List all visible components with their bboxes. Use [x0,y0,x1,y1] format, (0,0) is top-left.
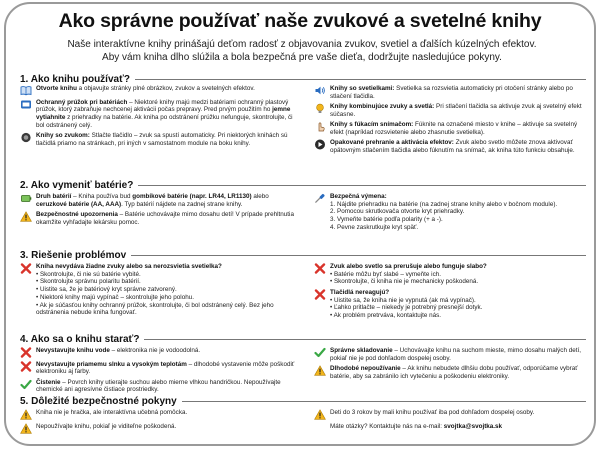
list-item [314,423,590,434]
item-bold-text: Nevystavujte priamemu slnku a vysokým teplotám [36,360,187,368]
list-item [20,99,298,129]
sub-list-item: • Ak problém pretrváva, kontaktujte nás. [330,312,442,320]
item-text [36,379,298,394]
item-bold-text: Správne skladovanie [330,347,393,354]
sub-list [36,271,298,317]
item-text [330,347,590,362]
item-plain-text: – elektronika nie je vodoodolná. [109,347,201,354]
sub-list-item: • Skontrolujte, či kniha nie je mechanicky poškodená. [330,278,479,286]
item-bold-text: Druh batérií [36,193,72,200]
item-bold-text: jemne vytiahnite [36,106,291,121]
item-text [36,211,298,226]
item-plain-text: . Typ batérií nájdete na zadnej strane knihy. [121,200,243,208]
sub-list-item: • Skontrolujte, či nie sú batérie vybité. [36,270,141,278]
section-heading-text: 3. Riešenie problémov [20,250,127,261]
item-text [36,409,298,417]
list-item [20,263,298,317]
battery-icon [20,193,32,204]
item-plain-text: Fúknite na označené miesto v knihe – aktivuje sa svetelný efekt (napríklad rozsvietenie alebo zhasnutie svetielka). [330,120,578,136]
sub-list-item: • Ak je súčasťou knihy ochranný prúžok, skontrolujte, či bol odstránený celý. Bez jeho odstránenia nebude kniha fungovať. [36,301,274,317]
intro-line-1: Naše interaktívne knihy prinášajú deťom radosť z objavovania zvukov, svetiel a ďalších kúzelných efektov. [67,39,537,50]
warning-icon [20,409,32,420]
sub-list-item: 3. Vymeňte batérie podľa polarity (+ a -). [330,216,443,224]
item-plain-text: Nepoužívajte knihu, pokiaľ je viditeľne poškodená. [36,422,177,430]
sub-list-item: 4. Pevne zaskrutkujte kryt späť. [330,223,419,231]
item-bold-text: Otvorte knihu [36,85,77,92]
item-plain-text: Stlačte tlačidlo – zvuk sa spustí automaticky. Pri niektorých knihách sú tlačidlá priamo na stránkach, pri iných v samostatnom module na boku knihy. [36,131,288,147]
section-heading-text: 2. Ako vymeniť batérie? [20,180,134,191]
section-column-left [20,409,298,437]
item-bold-text: Čistenie [36,378,61,386]
cross-icon [20,263,32,274]
sub-list [330,201,590,232]
list-item [314,263,590,286]
section-heading-text: 1. Ako knihu používať? [20,74,130,85]
sub-list-item: 2. Pomocou skrutkovača otvorte kryt priehradky. [330,208,465,216]
item-plain-text: – Ak knihu nebudete dlhšiu dobu používať, odporúčame vybrať batérie, aby sa zabránilo ich vytečeniu a poškodeniu elektroniky. [330,364,578,380]
icon-spacer [314,423,326,434]
item-plain-text: – dlhodobé vystavenie môže poškodiť elektroniku aj farby. [36,360,295,376]
page-title: Ako správne používať naše zvukové a svetelné knihy [58,10,542,32]
sub-list [330,271,590,286]
section-divider [182,401,586,402]
item-plain-text: Pri stlačení tlačidla sa aktivuje zvuk aj svetelný efekt súčasne. [330,102,582,118]
section-divider [131,255,586,256]
touch-icon [314,121,326,132]
list-item [20,409,298,420]
section-column-right [314,409,590,437]
list-item [314,289,590,320]
item-bold-text: Knihy so svetielkami: [330,85,395,92]
item-bold-text: Opakované prehranie a aktivácia efektov: [330,138,454,146]
section-heading [20,74,586,85]
section-heading [20,180,586,191]
item-plain-text: – Batérie uchovávajte mimo dosahu detí! V prípade prehltnutia okamžite vyhľadajte lekársku pomoc. [36,210,294,226]
cross-icon [314,263,326,274]
cross-icon [20,347,32,358]
section-column-left [20,263,298,320]
list-item [20,211,298,226]
item-plain-text: – Kniha používa bud [71,193,133,200]
section-column-right [314,193,590,235]
sub-list-item: • Uistite sa, že je batériový kryt správne zatvorený. [36,286,177,294]
instruction-card [4,2,596,446]
item-bold-text: Ochranný prúžok pri batériách [36,98,128,106]
item-bold-text: Dlhodobé nepoužívanie [330,364,401,372]
list-item [314,85,590,100]
section-column-right [314,263,590,323]
item-text [36,423,298,431]
sub-list-item: • Uistite sa, že kniha nie je vypnutá (ak má vypínač). [330,296,476,304]
warning-icon [20,423,32,434]
item-text [36,132,298,147]
list-item [20,347,298,358]
list-item [314,139,590,154]
item-text [330,85,590,100]
item-plain-text: – Povrch knihy utierajte suchou alebo mierne vlhkou handričkou. Nepoužívajte chemické ani agresívne čistiace prostriedky. [36,378,281,394]
item-text [330,193,590,232]
item-text [36,193,298,208]
section-heading [20,334,586,345]
list-item [314,409,590,420]
warning-icon [314,365,326,376]
list-item [314,103,590,118]
item-text [330,289,590,320]
section-divider [144,339,586,340]
book-icon [20,85,32,96]
item-text [36,263,298,317]
item-text [36,347,298,355]
item-text [330,409,590,417]
item-text [330,263,590,286]
sound-sensor-icon [314,85,326,96]
section-column-right [314,347,590,383]
item-text [36,99,298,129]
item-plain-text: Svetielka sa rozsvietia automaticky pri otočení stránky alebo po stlačení tlačidla. [330,85,573,100]
warning-icon [20,211,32,222]
item-text [36,361,298,376]
item-plain-text: Zvuk alebo svetlo môžete znova aktivovať opätovným stlačením tlačidla alebo fúknutím na snímač, ak kniha túto funkciu obsahuje. [330,138,575,154]
section-divider [135,79,586,80]
sub-list-item: • Batérie môžu byť slabé – vymeňte ich. [330,270,441,278]
sub-list-item: • Skontrolujte správnu polaritu batérií. [36,278,141,286]
list-item [20,361,298,376]
cross-icon [20,361,32,372]
intro-line-2: Aby vám kniha dlho slúžila a bola bezpečná pre vaše dieťa, dodržujte nasledujúce pokyny. [102,51,502,63]
sound-button-icon [20,132,32,143]
section-column-left [20,193,298,229]
sub-list [330,297,590,320]
section-divider [138,185,586,186]
item-bold-text: Zvuk alebo svetlo sa prerušuje alebo funguje slabo? [330,263,487,270]
section-heading-text: 4. Ako sa o knihu starať? [20,334,140,345]
battery-tab-icon [20,99,32,110]
section-column-left [20,85,298,150]
list-item [314,347,590,362]
screwdriver-icon [314,193,326,204]
check-icon [20,379,32,390]
item-plain-text: Máte otázky? Kontaktujte nás na e-mail: [330,422,444,430]
item-plain-text: z priehradky na batérie. Ak kniha po odstránení prúžku nefunguje, skontrolujte, či bol odstránený celý. [36,113,293,129]
cross-icon [314,289,326,300]
item-bold-text: Nevystavujte knihu vode [36,347,110,354]
list-item [20,423,298,434]
list-item [20,379,298,394]
item-bold-text: Tlačidlá nereagujú? [330,288,390,296]
section-heading-text: 5. Dôležité bezpečnostné pokyny [20,396,177,407]
sub-list-item: 1. Nájdite priehradku na batérie (na zadnej strane knihy alebo v bočnom module). [330,200,558,208]
item-bold-text: ceruzkové batérie (AA, AAA) [36,200,122,208]
list-item [314,365,590,380]
item-text [36,85,298,93]
list-item [314,121,590,136]
item-bold-text: svojtka@svojtka.sk [443,422,503,430]
list-item [314,193,590,232]
list-item [20,132,298,147]
item-plain-text: – Uchovávajte knihu na suchom mieste, mimo dosahu malých detí, pokiaľ nie je pod dohľadom dospelej osoby. [330,347,581,362]
section-column-left [20,347,298,397]
list-item [20,193,298,208]
item-bold-text: Bezpečnostné upozornenia [36,210,118,218]
item-bold-text: Knihy so zvukom: [36,131,90,139]
sub-list-item: • Niektoré knihy majú vypínač – skontrolujte jeho polohu. [36,293,194,301]
item-plain-text: Kniha nie je hračka, ale interaktívna učebná pomôcka. [36,409,188,416]
intro-text [20,39,584,64]
item-text [330,365,590,380]
item-text [330,139,590,154]
replay-icon [314,139,326,150]
item-text [330,121,590,136]
item-bold-text: Knihy s fúkacím snímačom: [330,120,414,128]
section-heading [20,250,586,261]
item-bold-text: Bezpečná výmena: [330,193,387,200]
item-plain-text: alebo [251,193,269,200]
item-bold-text: Knihy kombinujúce zvuky a svetlá: [330,102,435,110]
item-text [330,103,590,118]
item-text [330,423,590,431]
light-sound-icon [314,103,326,114]
warning-icon [314,409,326,420]
sub-list-item: • Ľahko pritlačte – niekedy je potrebný presnejší dotyk. [330,304,483,312]
item-plain-text: Deti do 3 rokov by mali knihu používať iba pod dohľadom dospelej osoby. [330,409,535,416]
item-plain-text: a objavujte stránky plné obrázkov, zvukov a svetelných efektov. [76,85,255,92]
check-icon [314,347,326,358]
section-column-right [314,85,590,157]
section-heading [20,396,586,407]
list-item [20,85,298,96]
item-plain-text: – Niektoré knihy majú medzi batériami ochranný plastový prúžok, ktorý zabraňuje nechcenej aktivácii počas prepravy. Pred prvým použitím ho [36,98,289,114]
item-bold-text: gombíkové batérie (napr. LR44, LR1130) [132,193,252,200]
item-bold-text: Kniha nevydáva žiadne zvuky alebo sa nerozsvietia svetielka? [36,263,222,270]
